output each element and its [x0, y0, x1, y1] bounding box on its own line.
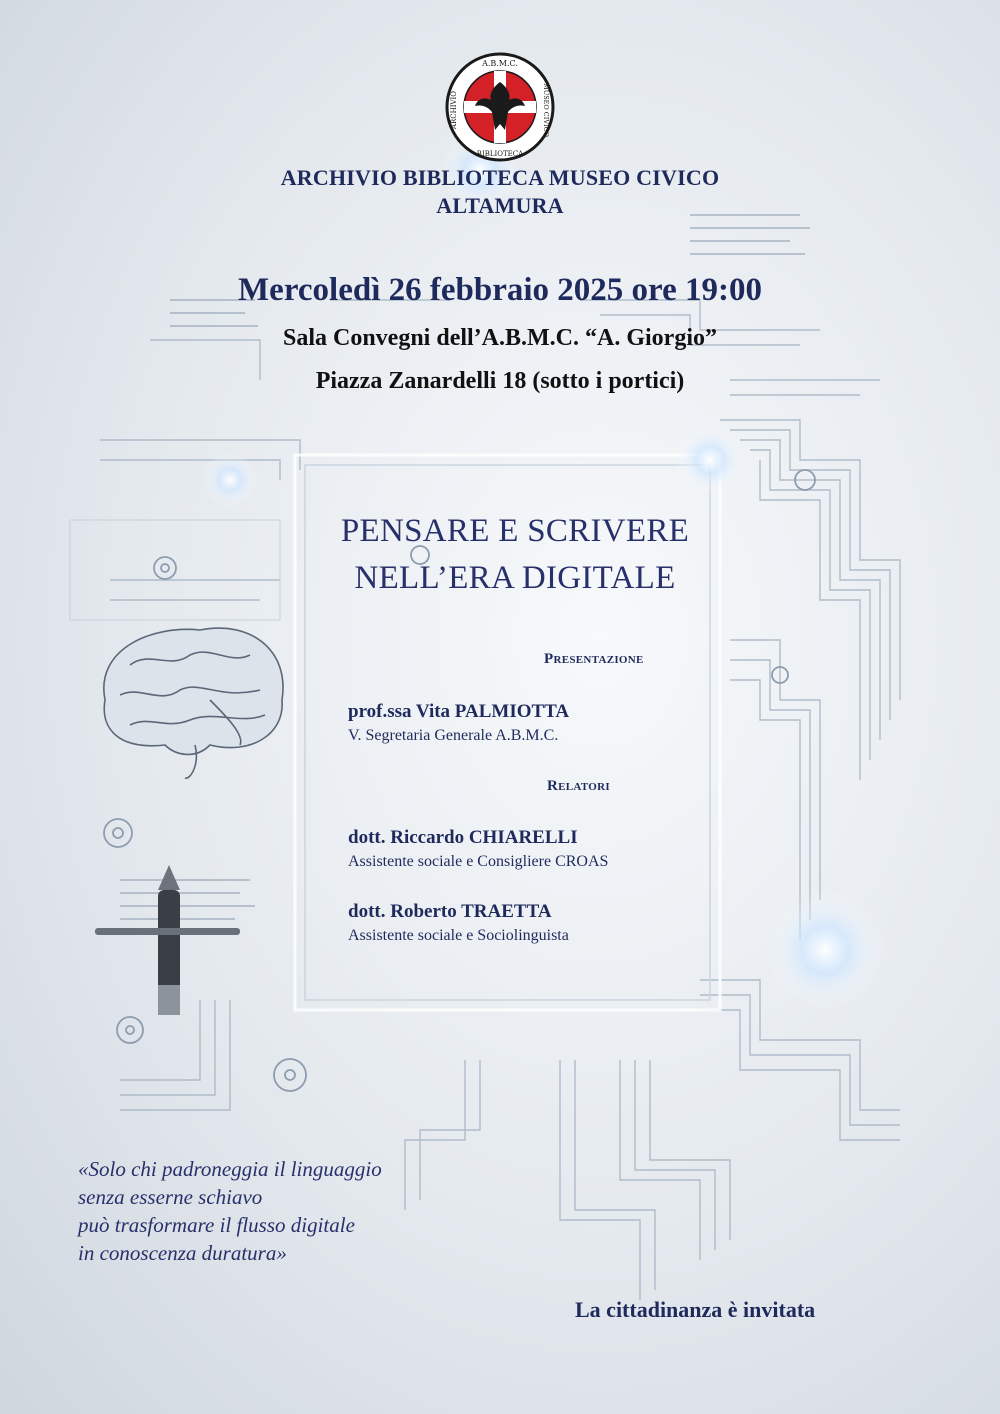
abmc-seal-logo — [445, 52, 555, 162]
pen-illustration — [95, 865, 240, 1015]
speaker-role: Assistente sociale e Consigliere CROAS — [348, 853, 609, 870]
event-date: Mercoledì 26 febbraio 2025 ore 19:00 — [238, 272, 762, 308]
event-title-line2: NELL’ERA DIGITALE — [354, 560, 676, 596]
speaker-name: dott. Riccardo CHIARELLI — [348, 827, 578, 848]
svg-text:A.B.M.C.: A.B.M.C. — [482, 59, 518, 68]
quote-line: «Solo chi padroneggia il linguaggio — [78, 1157, 382, 1181]
event-hall: Sala Convegni dell’A.B.M.C. “A. Giorgio” — [282, 325, 717, 351]
svg-text:ARCHIVIO: ARCHIVIO — [450, 90, 458, 130]
presenter-role: V. Segretaria Generale A.B.M.C. — [348, 727, 559, 744]
brain-illustration — [104, 628, 283, 778]
event-address: Piazza Zanardelli 18 (sotto i portici) — [315, 368, 685, 394]
speakers-heading: Relatori — [547, 778, 610, 794]
institution-city: ALTAMURA — [436, 193, 564, 218]
speaker-role: Assistente sociale e Sociolinguista — [348, 927, 569, 944]
presenter-name: prof.ssa Vita PALMIOTTA — [348, 701, 570, 722]
svg-text:MUSEO CIVICO: MUSEO CIVICO — [542, 83, 550, 137]
speaker-name: dott. Roberto TRAETTA — [348, 901, 552, 922]
invitation-text: La cittadinanza è invitata — [575, 1297, 816, 1322]
quote-line: può trasformare il flusso digitale — [78, 1213, 355, 1237]
institution-name: ARCHIVIO BIBLIOTECA MUSEO CIVICO — [280, 165, 720, 190]
quote-line: in conoscenza duratura» — [78, 1241, 287, 1265]
event-title-line1: PENSARE E SCRIVERE — [340, 513, 690, 549]
presentation-heading: Presentazione — [544, 651, 644, 667]
quote-line: senza esserne schiavo — [78, 1185, 263, 1209]
svg-text:BIBLIOTECA: BIBLIOTECA — [476, 150, 524, 158]
quote-block — [78, 1155, 382, 1267]
